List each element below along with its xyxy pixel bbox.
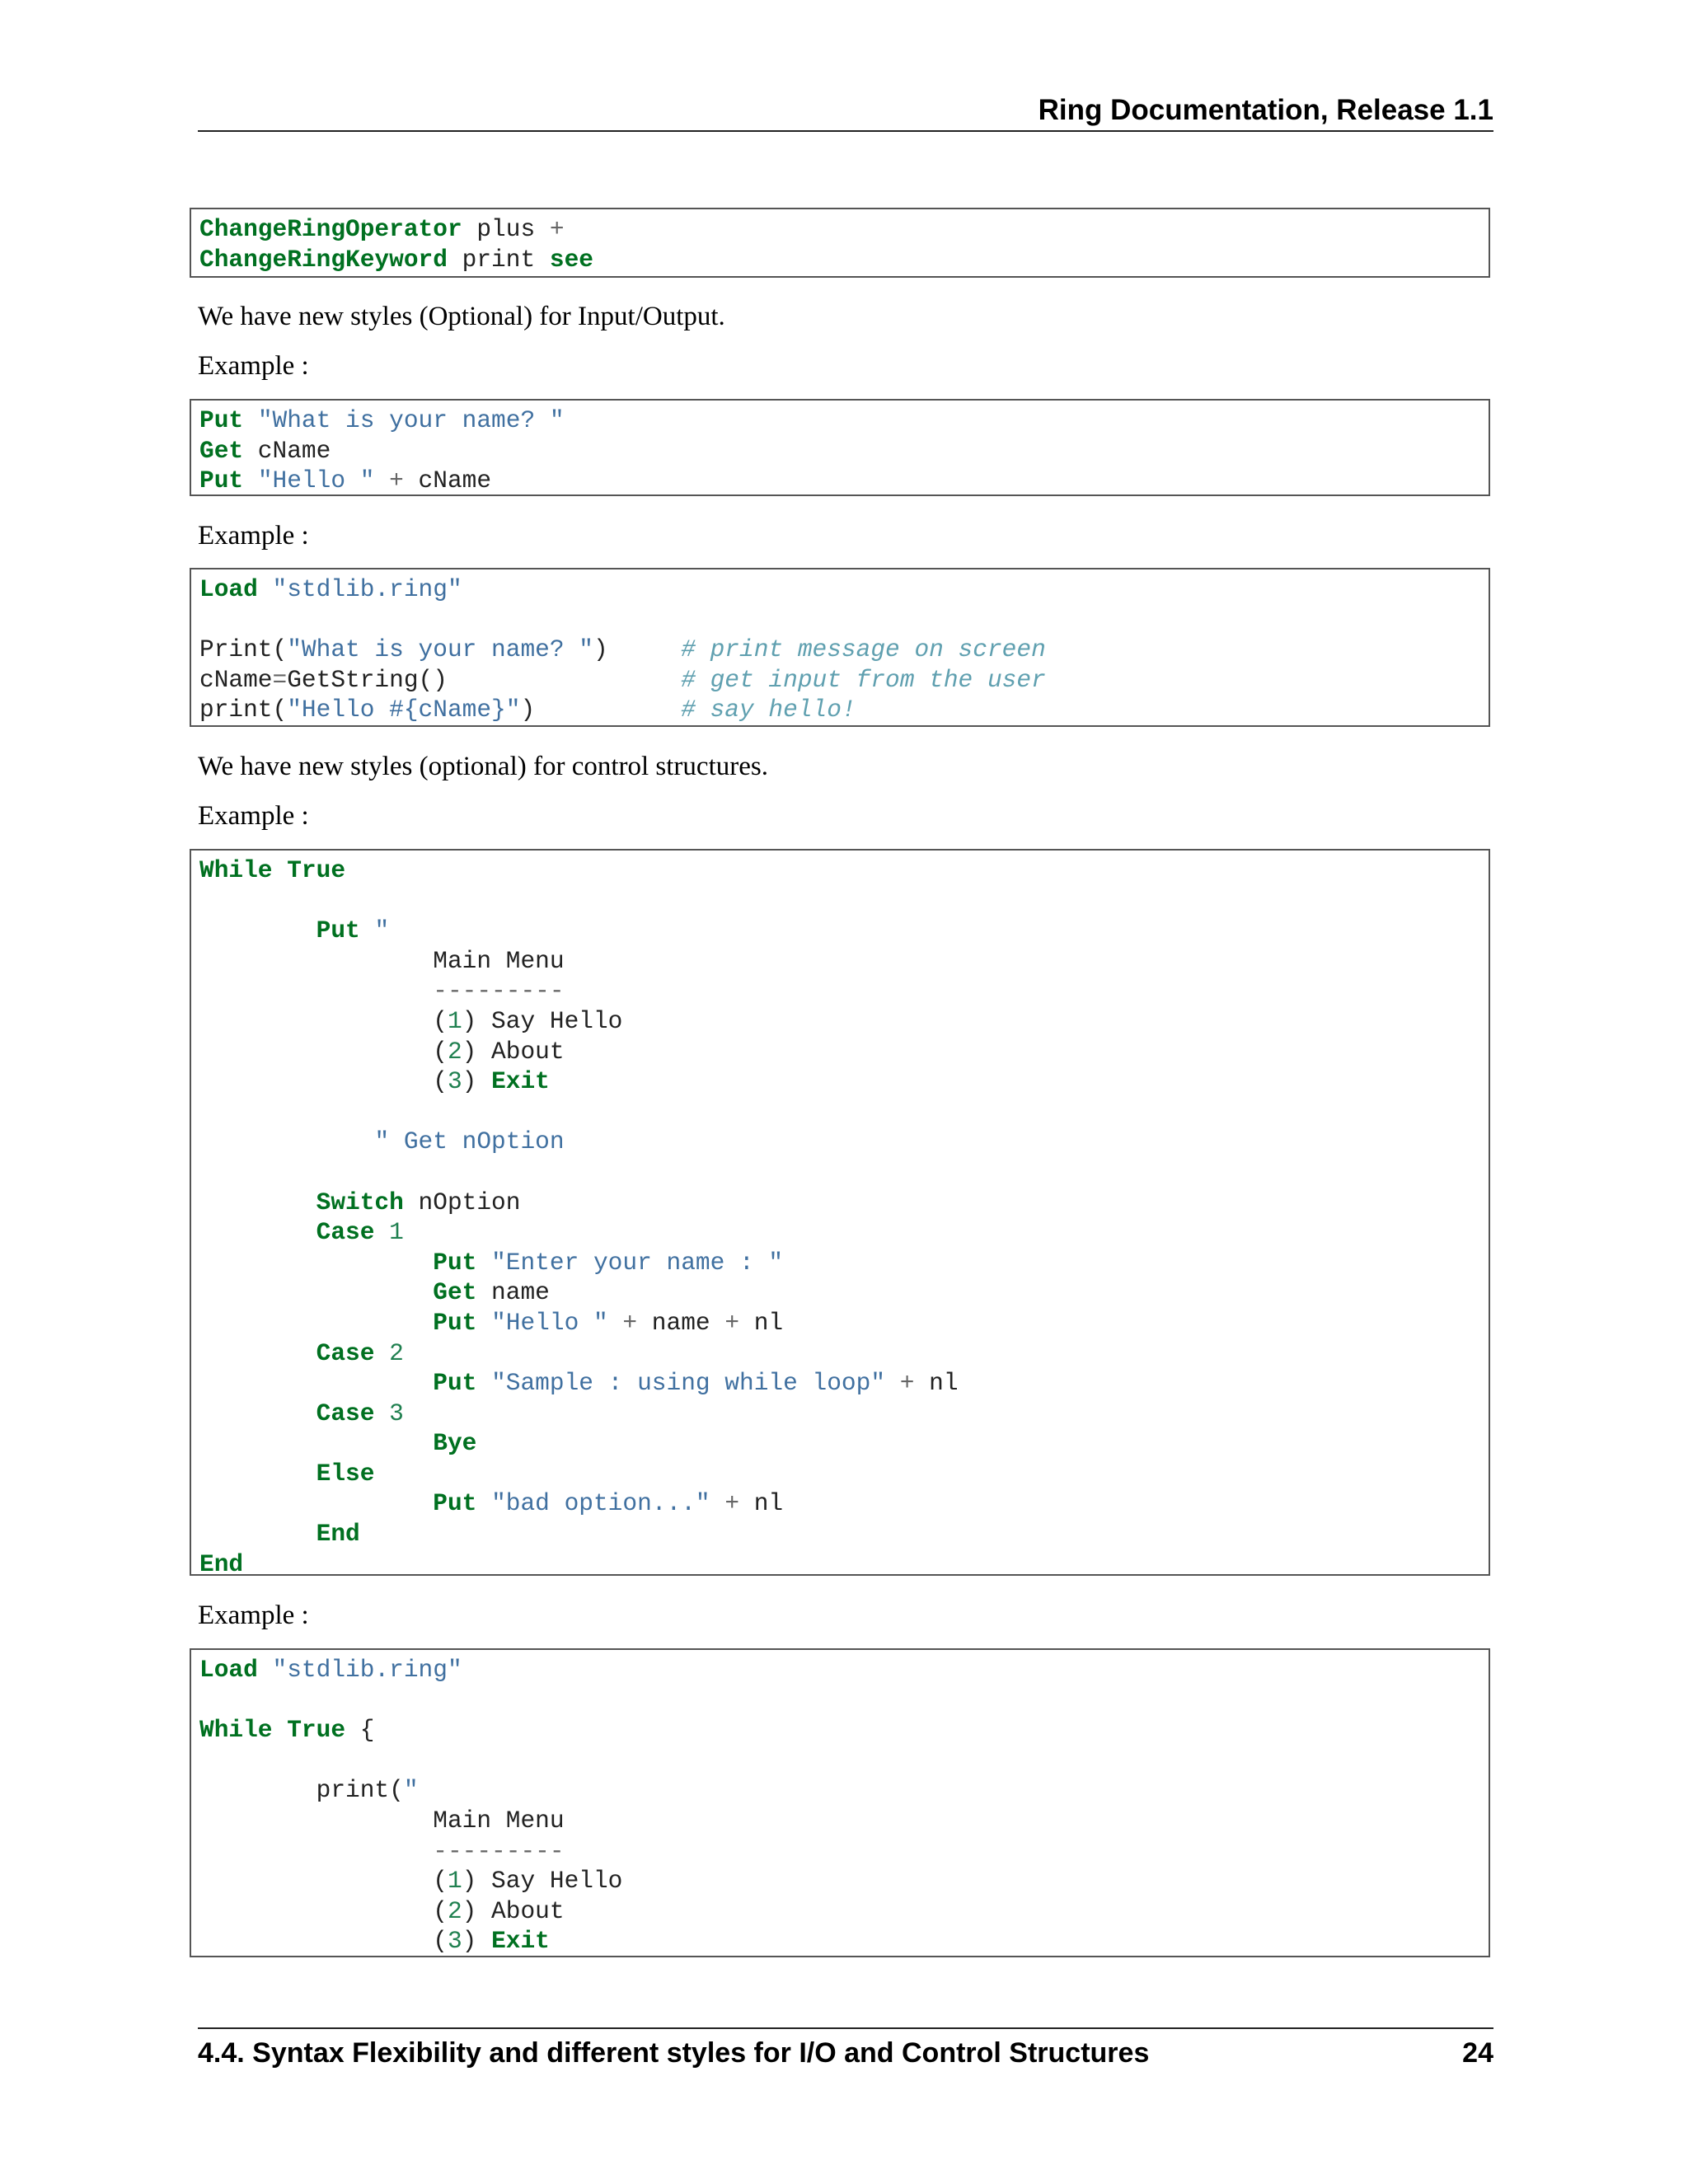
code-token: Put (433, 1308, 477, 1337)
code-line (199, 1716, 374, 1744)
code-token: # say hello! (681, 696, 856, 724)
code-token (199, 1218, 316, 1246)
code-token: Exit (491, 1067, 550, 1096)
code-token (199, 1339, 316, 1367)
code-token: + (622, 1308, 638, 1337)
code-token: ( (199, 1067, 448, 1096)
code-token: While (199, 856, 273, 884)
code-token (199, 1460, 316, 1488)
code-block-while-switch (190, 849, 1490, 1576)
example-label: Example : (198, 521, 309, 551)
code-token (476, 1309, 491, 1337)
example-label: Example : (198, 1601, 309, 1630)
code-token: 3 (389, 1399, 404, 1427)
code-token: ) About (462, 1896, 565, 1925)
code-token: "What is your name? " (287, 635, 593, 664)
code-token (199, 1489, 433, 1517)
code-token: " (403, 1776, 419, 1805)
code-token (374, 1218, 389, 1246)
code-line (199, 1278, 550, 1306)
page-header (198, 91, 1493, 132)
code-token: While (199, 1716, 273, 1745)
code-token: # get input from the user (681, 665, 1046, 694)
code-token: ) (520, 696, 682, 724)
code-token: = (272, 665, 288, 694)
code-token: Exit (491, 1927, 550, 1956)
code-token (199, 1309, 433, 1337)
code-token: Get (433, 1278, 477, 1307)
code-token: Main Menu (199, 1806, 565, 1835)
code-token (258, 1656, 273, 1684)
code-line (199, 1339, 404, 1367)
code-listing (199, 1655, 1480, 1957)
code-line (199, 1837, 565, 1865)
code-line (199, 1249, 783, 1277)
code-line (199, 1218, 404, 1246)
code-line (199, 666, 1046, 694)
code-token: ) (593, 635, 682, 664)
code-line (199, 1460, 374, 1488)
code-token: # print message on screen (681, 635, 1046, 664)
code-line (199, 977, 565, 1005)
code-line (199, 1007, 622, 1035)
code-token: 1 (389, 1218, 404, 1247)
code-token: 2 (389, 1338, 404, 1367)
code-token: Put (433, 1369, 477, 1398)
code-token: "Hello " (491, 1308, 608, 1337)
code-token (199, 977, 433, 1005)
code-token: ChangeRingOperator (199, 215, 462, 243)
code-token (476, 1369, 491, 1397)
code-line (199, 1867, 622, 1895)
page-number: 24 (1462, 2037, 1493, 2069)
example-label: Example : (198, 351, 309, 381)
code-token: Put (433, 1248, 477, 1277)
code-line (199, 696, 856, 724)
code-token: Load (199, 575, 258, 603)
code-token: Case (316, 1338, 375, 1367)
code-token (360, 916, 375, 944)
code-line (199, 466, 491, 494)
code-token: 2 (447, 1896, 462, 1925)
code-token: "stdlib.ring" (272, 575, 462, 603)
code-line (199, 1520, 360, 1548)
code-token: End (199, 1549, 244, 1578)
code-token: Bye (433, 1429, 477, 1458)
code-token (199, 1399, 316, 1427)
code-line (199, 947, 565, 975)
code-token (199, 1520, 316, 1548)
code-token (273, 1716, 288, 1744)
code-token (374, 466, 389, 494)
code-token: 2 (447, 1037, 462, 1066)
code-token (199, 1127, 374, 1155)
paragraph-control-structures: We have new styles (optional) for control structures. (198, 752, 768, 781)
code-listing (199, 405, 1480, 496)
code-line (199, 437, 331, 465)
code-line (199, 406, 565, 434)
code-token: Main Menu (199, 946, 565, 975)
code-line (199, 1369, 959, 1397)
code-line (199, 916, 389, 944)
document-title: Ring Documentation, Release 1.1 (1038, 94, 1493, 126)
code-token (374, 1399, 389, 1427)
code-token (476, 1489, 491, 1517)
code-token: nOption (403, 1188, 521, 1216)
code-line (199, 1188, 520, 1216)
code-token: "Hello #{cName}" (287, 696, 521, 724)
code-token (608, 1309, 623, 1337)
code-line (199, 1127, 565, 1155)
code-line (199, 1067, 550, 1095)
code-line (199, 215, 565, 243)
paragraph-io-styles: We have new styles (Optional) for Input/Output. (198, 302, 725, 331)
example-label: Example : (198, 801, 309, 831)
code-token: ( (199, 1867, 448, 1896)
code-token: nl (739, 1489, 784, 1518)
code-line (199, 856, 345, 884)
code-token: name (637, 1308, 725, 1337)
code-token: --------- (433, 977, 565, 1005)
code-token: see (549, 245, 593, 274)
code-token: Load (199, 1656, 258, 1684)
code-line (199, 1776, 419, 1804)
code-line (199, 1429, 476, 1457)
code-token (199, 1837, 433, 1865)
code-token (243, 406, 258, 434)
code-token (273, 856, 288, 884)
code-line (199, 246, 593, 274)
code-token: nl (914, 1369, 959, 1398)
code-token: Put (316, 916, 360, 945)
code-token: "bad option..." (491, 1489, 710, 1518)
code-token: Get (199, 436, 244, 465)
code-listing (199, 855, 1480, 1579)
code-line (199, 635, 1046, 663)
code-token: Put (199, 466, 244, 495)
code-token: ) About (462, 1037, 565, 1066)
code-token: ( (199, 1006, 448, 1035)
code-line (199, 1897, 565, 1925)
code-token: plus (462, 215, 550, 243)
code-token: True (287, 1716, 346, 1745)
code-token: ( (199, 1037, 448, 1066)
code-token: "stdlib.ring" (272, 1656, 462, 1684)
code-token: print (447, 245, 550, 274)
code-listing (199, 214, 1480, 274)
code-line (199, 1807, 565, 1835)
code-line (199, 1309, 783, 1337)
code-token (476, 1249, 491, 1277)
code-token: + (724, 1489, 740, 1518)
code-token: cName (199, 665, 273, 694)
code-token: name (476, 1278, 550, 1307)
code-token: ( (199, 1896, 448, 1925)
code-token (199, 1249, 433, 1277)
code-token: Put (199, 406, 244, 434)
code-token (199, 1369, 433, 1397)
code-token: Print( (199, 635, 288, 664)
code-token: 1 (447, 1867, 462, 1896)
code-token (199, 916, 316, 944)
code-token: Case (316, 1399, 375, 1427)
code-token: " (374, 916, 390, 945)
code-token: nl (739, 1308, 784, 1337)
code-line (199, 1927, 550, 1955)
code-line (199, 1038, 565, 1066)
code-token: Case (316, 1218, 375, 1247)
code-token: Else (316, 1459, 375, 1488)
code-token (199, 1278, 433, 1306)
code-token: + (899, 1369, 915, 1398)
code-block-put-get (190, 399, 1490, 496)
code-token: 3 (447, 1927, 462, 1956)
code-token: ) (462, 1927, 492, 1956)
code-token: print( (199, 1776, 404, 1805)
code-token: Put (433, 1489, 477, 1518)
code-token: --------- (433, 1836, 565, 1865)
code-token: cName (243, 436, 331, 465)
code-token: { (345, 1716, 375, 1745)
code-token: "Hello " (257, 466, 375, 495)
code-token: Switch (316, 1188, 404, 1216)
code-token: + (724, 1308, 740, 1337)
code-token: " Get nOption (374, 1127, 565, 1156)
code-token: "What is your name? " (257, 406, 565, 434)
code-line (199, 1656, 462, 1684)
code-token (199, 1429, 433, 1457)
code-token (243, 466, 258, 494)
code-line (199, 1550, 243, 1578)
code-line (199, 1399, 404, 1427)
code-token: 1 (447, 1006, 462, 1035)
code-listing (199, 574, 1480, 725)
code-token: print( (199, 696, 288, 724)
code-token (885, 1369, 900, 1397)
code-block-change-ring (190, 208, 1490, 278)
page-footer (198, 2027, 1493, 2075)
code-token: ) (462, 1067, 492, 1096)
code-token (374, 1339, 389, 1367)
code-token: 3 (447, 1067, 462, 1096)
code-token (258, 575, 273, 603)
code-token: True (287, 856, 346, 884)
code-token: "Enter your name : " (491, 1248, 784, 1277)
code-token: ChangeRingKeyword (199, 245, 448, 274)
code-token: End (316, 1520, 360, 1549)
section-title: 4.4. Syntax Flexibility and different styles for I/O and Control Structures (198, 2037, 1150, 2069)
code-token: + (389, 466, 404, 495)
code-token: ) Say Hello (462, 1867, 623, 1896)
code-token: "Sample : using while loop" (491, 1369, 886, 1398)
code-block-stdlib-print (190, 568, 1490, 727)
code-token: + (549, 215, 565, 243)
code-token: ) Say Hello (462, 1006, 623, 1035)
code-token: cName (403, 466, 492, 495)
code-token (199, 1188, 316, 1216)
code-token (710, 1489, 725, 1517)
code-line (199, 575, 462, 603)
code-token: GetString() (287, 665, 682, 694)
code-line (199, 1489, 783, 1517)
code-token: ( (199, 1927, 448, 1956)
code-block-while-braces (190, 1648, 1490, 1957)
